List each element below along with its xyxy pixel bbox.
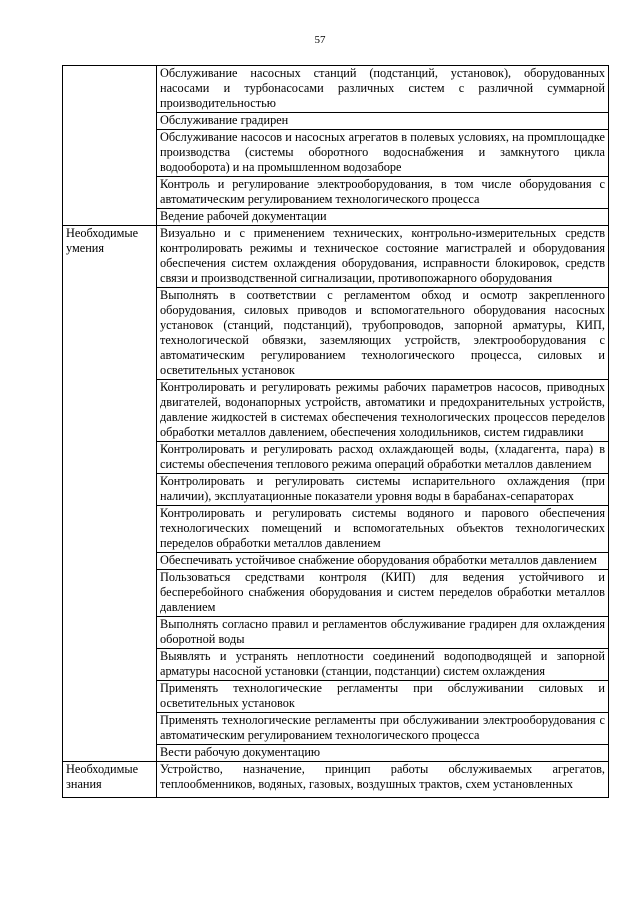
table-row — [63, 762, 609, 798]
table-cell: Пользоваться средствами контроля (КИП) для ведения устойчивого и бесперебойного снабжения оборудования и систем переделов обработки металлов давлением — [157, 570, 609, 617]
table-row — [63, 226, 609, 288]
competency-table — [62, 65, 609, 798]
row-label-skills: Необходимые умения — [63, 226, 157, 762]
table-cell: Применять технологические регламенты при обслуживании силовых и осветительных установок — [157, 681, 609, 713]
table-cell: Обслуживание насосов и насосных агрегатов в полевых условиях, на промплощадке производства (системы оборотного водоснабжения и замкнутого цикла водооборота) и на промышленном водозаборе — [157, 130, 609, 177]
table-cell: Обслуживание насосных станций (подстанций, установок), оборудованных насосами и турбонасосами различных систем с различной суммарной производительностью — [157, 66, 609, 113]
table-cell: Выполнять в соответствии с регламентом обход и осмотр закрепленного оборудования, силовых приводов и вспомогательного оборудования насосных установок (станций, подстанций), трубопроводов, запорной арматуры, КИП, технологической обвязки, заземляющих устройств, электрооборудования с автоматическим регулированием технологического процесса, силовых и осветительных установок — [157, 288, 609, 380]
table-cell: Контроль и регулирование электрооборудования, в том числе оборудования с автоматическим регулированием технологического процесса — [157, 177, 609, 209]
table-cell: Обслуживание градирен — [157, 113, 609, 130]
table-cell: Контролировать и регулировать режимы рабочих параметров насосов, приводных двигателей, водонапорных устройств, автоматики и предохранительных устройств, давление жидкостей в системах обеспечения технологических процессов переделов обработки металлов давлением, обеспечения холодильников, систем гидравлики — [157, 380, 609, 442]
table-cell: Выявлять и устранять неплотности соединений водоподводящей и запорной арматуры насосной установки (станции, подстанции) систем охлаждения — [157, 649, 609, 681]
row-label-empty — [63, 66, 157, 226]
row-label-knowledge: Необходимые знания — [63, 762, 157, 798]
table-cell: Контролировать и регулировать системы испарительного охлаждения (при наличии), эксплуатационные показатели уровня воды в барабанах-сепараторах — [157, 474, 609, 506]
table-cell: Применять технологические регламенты при обслуживании электрооборудования с автоматическим регулированием технологического процесса — [157, 713, 609, 745]
table-cell: Контролировать и регулировать системы водяного и парового обеспечения технологических помещений и вспомогательных объектов технологических переделов обработки металлов давлением — [157, 506, 609, 553]
table-row — [63, 66, 609, 113]
table-cell: Обеспечивать устойчивое снабжение оборудования обработки металлов давлением — [157, 553, 609, 570]
table-cell: Контролировать и регулировать расход охлаждающей воды, (хладагента, пара) в системы обеспечения теплового режима операций обработки металлов давлением — [157, 442, 609, 474]
table-cell: Ведение рабочей документации — [157, 209, 609, 226]
page-number: 57 — [314, 34, 326, 46]
table-cell: Устройство, назначение, принцип работы обслуживаемых агрегатов, теплообменников, водяных, газовых, воздушных трактов, схем установленных — [157, 762, 609, 798]
table-cell: Выполнять согласно правил и регламентов обслуживание градирен для охлаждения оборотной воды — [157, 617, 609, 649]
table-cell: Визуально и с применением технических, контрольно-измерительных средств контролировать режимы и техническое состояние магистралей и оборудования обеспечения систем охлаждения оборудования, исправности блокировок, средств связи и производственной сигнализации, противопожарного оборудования — [157, 226, 609, 288]
table-cell: Вести рабочую документацию — [157, 745, 609, 762]
